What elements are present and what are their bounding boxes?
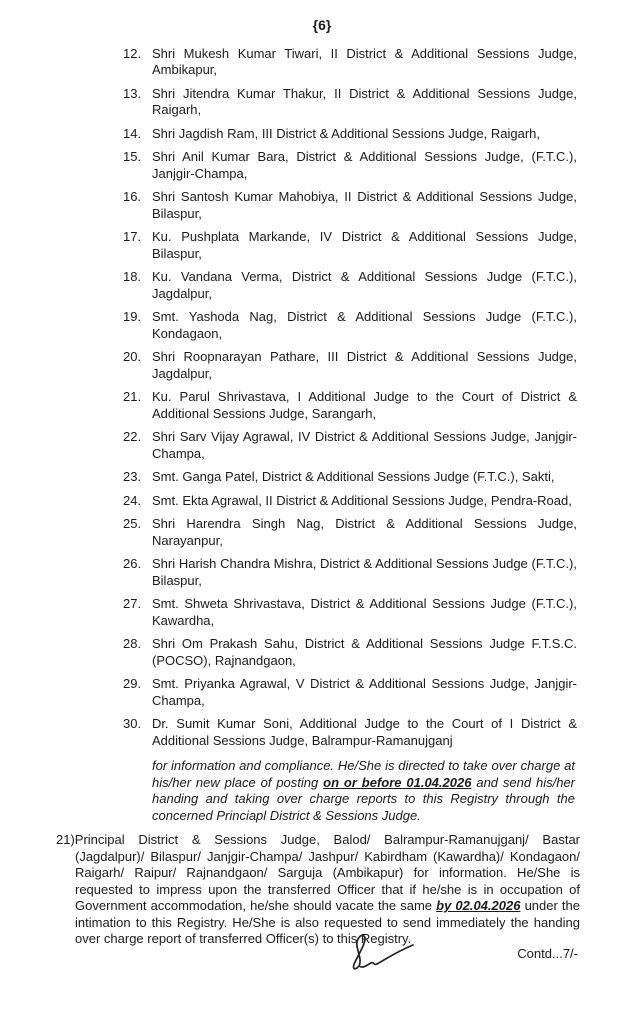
paragraph-21-number: 21) [56, 832, 75, 847]
list-item [123, 636, 577, 669]
list-item-number: 22. [123, 429, 142, 444]
list-item-number: 15. [123, 149, 142, 164]
list-item-number: 17. [123, 229, 142, 244]
list-item [123, 556, 577, 589]
compliance-note-text: for information and compliance. He/She is directed to take over charge at his/her new place of posting [152, 758, 575, 790]
list-item-number: 18. [123, 269, 142, 284]
list-item-number: 14. [123, 125, 142, 141]
list-item-number: 21. [123, 389, 142, 404]
vacate-deadline-date: by 02.04.2026 [436, 898, 521, 913]
list-item-text: Shri Jitendra Kumar Thakur, II District & Additional Sessions Judge, Raigarh, [152, 85, 577, 117]
page-number: {6} [312, 17, 332, 33]
paragraph-21 [56, 832, 580, 948]
compliance-note-text-cont: and send his/her handing and taking over charge reports to this Registry through the concerned Princiapl District & Sessions Judge. [152, 774, 575, 823]
list-item-number: 19. [123, 309, 142, 324]
list-item [123, 126, 577, 143]
list-item-number: 30. [123, 716, 142, 731]
list-item-text: Shri Harish Chandra Mishra, District & Additional Sessions Judge (F.T.C.), Bilaspur, [152, 556, 577, 588]
list-item-text: Smt. Shweta Shrivastava, District & Additional Sessions Judge (F.T.C.), Kawardha, [152, 596, 577, 628]
list-item [123, 716, 577, 749]
list-item [123, 86, 577, 119]
judge-list [123, 46, 577, 750]
list-item [123, 189, 577, 222]
list-item-text: Ku. Pushplata Markande, IV District & Additional Sessions Judge, Bilaspur, [152, 229, 577, 261]
list-item-text: Shri Om Prakash Sahu, District & Additional Sessions Judge F.T.S.C. (POCSO), Rajnandgaon, [152, 636, 577, 668]
charge-deadline-date: on or before 01.04.2026 [323, 774, 472, 790]
compliance-note [152, 758, 575, 824]
list-item-text: Smt. Yashoda Nag, District & Additional Sessions Judge (F.T.C.), Kondagaon, [152, 309, 577, 341]
list-item [123, 469, 577, 486]
list-item-text: Dr. Sumit Kumar Soni, Additional Judge to the Court of I District & Additional Sessions Judge, Balrampur-Ramanujganj [152, 716, 577, 748]
list-item-number: 23. [123, 469, 142, 484]
list-item-number: 12. [123, 45, 142, 61]
list-item [123, 229, 577, 262]
list-item-text: Shri Jagdish Ram, III District & Additional Sessions Judge, Raigarh, [152, 125, 541, 141]
list-item [123, 516, 577, 549]
list-item [123, 349, 577, 382]
list-item-number: 28. [123, 636, 142, 651]
signature-scribble [348, 931, 420, 979]
list-item-number: 26. [123, 556, 142, 571]
list-item-number: 27. [123, 596, 142, 611]
list-item-number: 29. [123, 676, 142, 691]
list-item-text: Shri Harendra Singh Nag, District & Additional Sessions Judge, Narayanpur, [152, 516, 577, 548]
list-item-number: 24. [123, 492, 142, 508]
list-item-number: 13. [123, 85, 142, 101]
list-item-number: 20. [123, 349, 142, 364]
list-item-number: 16. [123, 189, 142, 204]
list-item-number: 25. [123, 516, 142, 531]
list-item-text: Shri Mukesh Kumar Tiwari, II District & Additional Sessions Judge, Ambikapur, [152, 45, 577, 77]
paragraph-21-text: Principal District & Sessions Judge, Balod/ Balrampur-Ramanujganj/ Bastar (Jagdalpur)/ Bilaspur/ Janjgir-Champa/ Jashpur/ Kabirdham (Kawardha)/ Kondagaon/ Raigarh/ Raipur/ Rajnandgaon/ Sarguja (Ambikapur) for information. He/She is requested to impress upon the transferred Officer that if he/she is in occupation of Government accommodation, he/she should vacate the same [74, 832, 580, 913]
list-item-text: Shri Sarv Vijay Agrawal, IV District & Additional Sessions Judge, Janjgir-Champa, [152, 429, 577, 461]
list-item-text: Smt. Ganga Patel, District & Additional Sessions Judge (F.T.C.), Sakti, [152, 469, 555, 484]
paragraph-21-text-cont: under the intimation to this Registry. He/She is also requested to send immediately the handing over charge report of transferred Officer(s) to this Registry. [75, 898, 580, 946]
list-item [123, 46, 577, 79]
list-item-text: Smt. Priyanka Agrawal, V District & Additional Sessions Judge, Janjgir-Champa, [152, 676, 577, 708]
list-item-text: Ku. Parul Shrivastava, I Additional Judge to the Court of District & Additional Sessions Judge, Sarangarh, [152, 389, 577, 421]
list-item [123, 269, 577, 302]
list-item-text: Shri Santosh Kumar Mahobiya, II District & Additional Sessions Judge, Bilaspur, [152, 189, 577, 221]
list-item [123, 389, 577, 422]
list-item [123, 676, 577, 709]
list-item-text: Smt. Ekta Agrawal, II District & Additional Sessions Judge, Pendra-Road, [152, 492, 572, 508]
list-item [123, 149, 577, 182]
list-item [123, 429, 577, 462]
continuation-note: Contd...7/- [517, 946, 578, 961]
list-item [123, 309, 577, 342]
list-item [123, 596, 577, 629]
list-item-text: Shri Anil Kumar Bara, District & Additional Sessions Judge, (F.T.C.), Janjgir-Champa, [152, 149, 577, 181]
list-item-text: Shri Roopnarayan Pathare, III District & Additional Sessions Judge, Jagdalpur, [152, 349, 577, 381]
list-item [123, 493, 577, 510]
list-item-text: Ku. Vandana Verma, District & Additional Sessions Judge (F.T.C.), Jagdalpur, [152, 269, 577, 301]
